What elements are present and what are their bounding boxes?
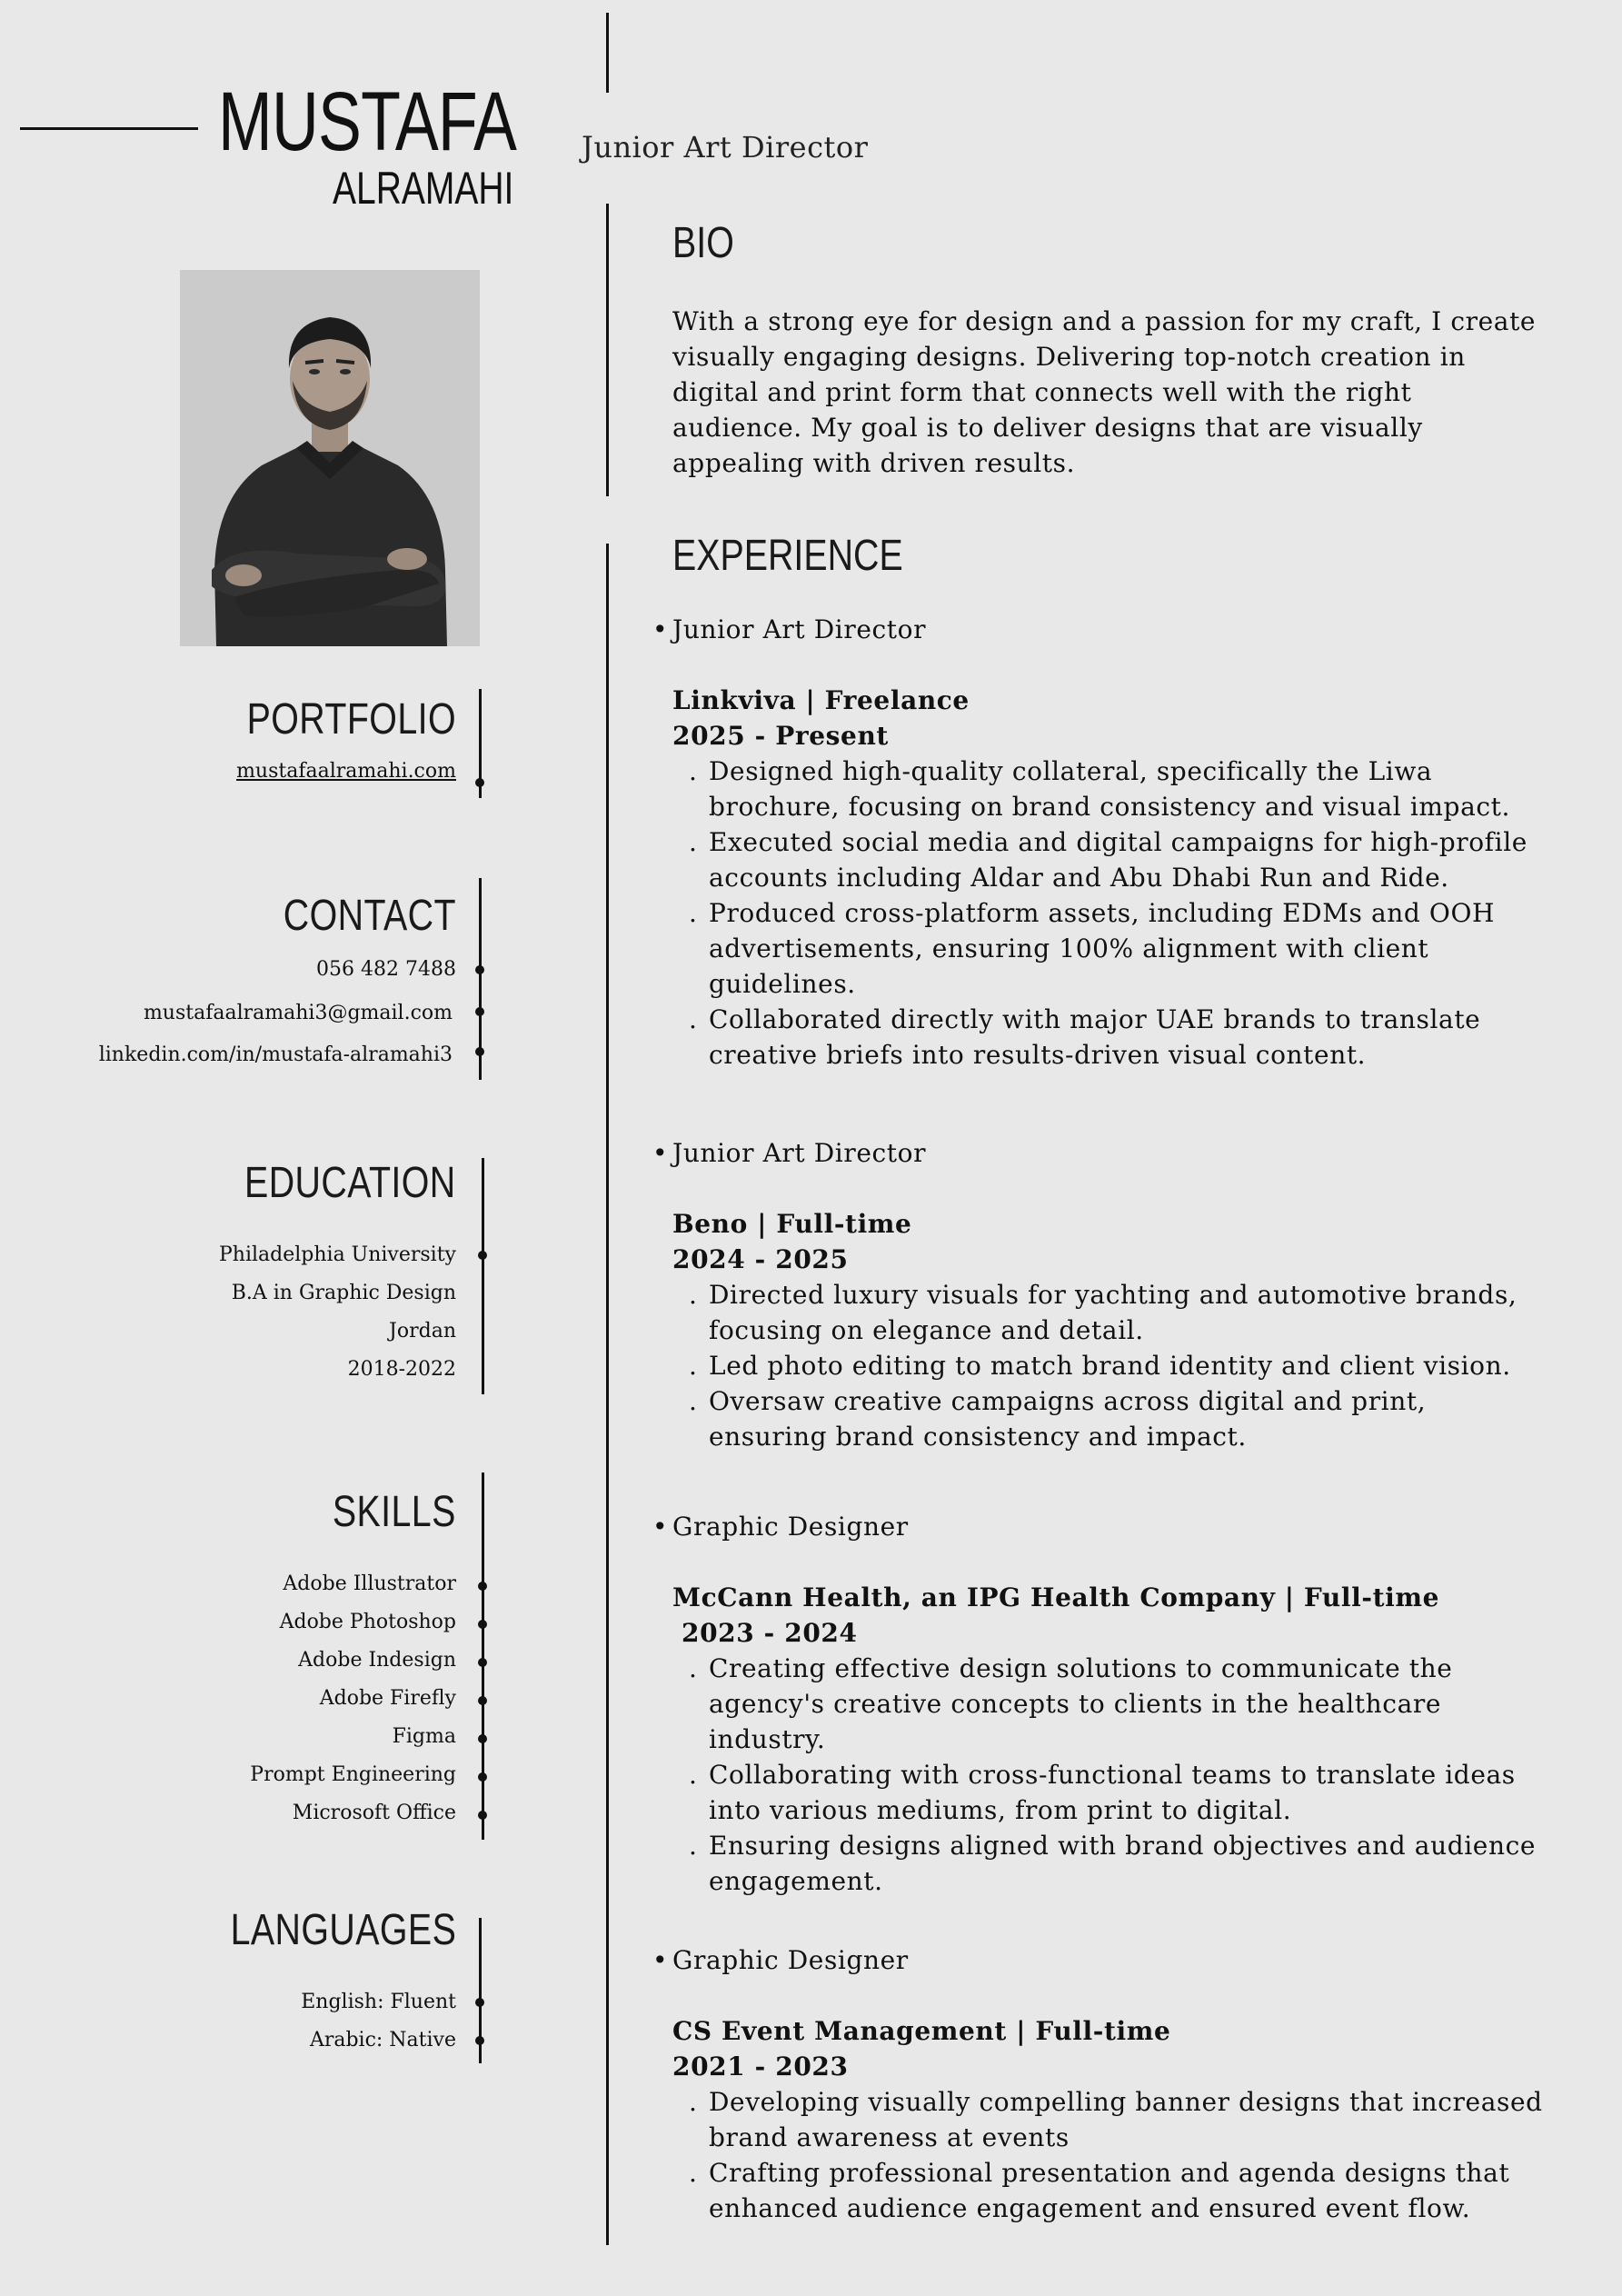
timeline-dot <box>478 1734 487 1743</box>
job-entry <box>652 1135 1545 1454</box>
job-bullet: . Led photo editing to match brand identity and client vision. <box>689 1351 1511 1381</box>
skill-item: Microsoft Office <box>292 1802 456 1824</box>
job-role-text: Junior Art Director <box>672 614 927 644</box>
education-years: 2018-2022 <box>347 1358 456 1381</box>
divider-top <box>606 13 609 93</box>
timeline-dot <box>478 1251 487 1260</box>
timeline-dot <box>478 1620 487 1629</box>
timeline-dot <box>478 1811 487 1820</box>
job-role-text: Junior Art Director <box>672 1138 927 1168</box>
bullet-dot: • <box>652 1512 669 1542</box>
timeline-dot <box>478 1696 487 1705</box>
bullet-dot: • <box>652 1138 669 1168</box>
job-entry <box>652 1509 1545 1899</box>
experience-heading: EXPERIENCE <box>672 532 903 580</box>
job-bullet: . Designed high-quality collateral, specifically the Liwa brochure, focusing on brand consistency and visual impact. <box>689 756 1510 822</box>
timeline-dot <box>475 1998 484 2007</box>
skill-item: Adobe Firefly <box>319 1687 456 1710</box>
job-role-text: Graphic Designer <box>672 1945 909 1975</box>
job-role <box>652 612 1545 647</box>
contact-heading: CONTACT <box>283 892 456 940</box>
education-heading: EDUCATION <box>244 1159 456 1207</box>
job-bullets <box>672 2084 1545 2226</box>
job-bullets <box>672 754 1545 1073</box>
job-bullet: . Developing visually compelling banner designs that increased brand awareness at events <box>689 2087 1543 2152</box>
job-dates: 2021 - 2023 <box>672 2051 849 2081</box>
timeline-dot <box>475 2036 484 2045</box>
timeline-dot <box>475 778 484 787</box>
timeline-dot <box>478 1658 487 1667</box>
bio-heading: BIO <box>672 219 734 267</box>
language-item: English: Fluent <box>301 1991 456 2013</box>
education-degree: B.A in Graphic Design <box>231 1282 456 1304</box>
timeline-dot <box>475 1007 484 1016</box>
job-bullet: . Oversaw creative campaigns across digital and print, ensuring brand consistency and impact. <box>689 1386 1427 1452</box>
job-dates: 2025 - Present <box>672 721 889 751</box>
job-role <box>652 1942 1545 1978</box>
languages-heading: LANGUAGES <box>230 1906 456 1954</box>
education-country: Jordan <box>389 1320 456 1343</box>
job-role <box>652 1135 1545 1171</box>
skills-timeline <box>482 1472 484 1840</box>
bio-text: With a strong eye for design and a passion for my craft, I create visually engaging designs. Delivering top-notch creation in digital and print form that connects well with the right audience. My goal is to deliver designs that are visually appealing with driven results. <box>672 306 1537 478</box>
job-bullets <box>672 1651 1545 1899</box>
language-item: Arabic: Native <box>309 2029 456 2051</box>
job-entry <box>652 1942 1545 2226</box>
sidebar <box>0 0 456 2296</box>
bullet-dot: • <box>652 614 669 644</box>
job-dates: 2024 - 2025 <box>672 1244 849 1274</box>
job-title: Junior Art Director <box>582 130 869 165</box>
skill-item: Prompt Engineering <box>250 1763 456 1786</box>
skill-item: Adobe Photoshop <box>279 1611 456 1633</box>
job-company: Beno | Full-time <box>672 1209 912 1239</box>
timeline-dot <box>478 1772 487 1782</box>
job-entry <box>652 612 1545 1073</box>
timeline-dot <box>475 965 484 974</box>
contact-phone: 056 482 7488 <box>316 958 456 981</box>
job-bullet: . Directed luxury visuals for yachting and automotive brands, focusing on elegance and detail. <box>689 1280 1518 1345</box>
job-bullet: . Creating effective design solutions to communicate the agency's creative concepts to clients in the healthcare industry. <box>689 1653 1453 1754</box>
education-university: Philadelphia University <box>218 1243 456 1266</box>
job-dates: 2023 - 2024 <box>682 1618 858 1648</box>
job-role-text: Graphic Designer <box>672 1512 909 1542</box>
contact-email[interactable]: mustafaalramahi3@gmail.com <box>143 1002 453 1024</box>
job-bullet: . Executed social media and digital campaigns for high-profile accounts including Aldar and Abu Dhabi Run and Ride. <box>689 827 1527 893</box>
timeline-dot <box>475 1047 484 1056</box>
skills-heading: SKILLS <box>333 1488 456 1536</box>
job-bullets <box>672 1277 1545 1454</box>
portfolio-link[interactable]: mustafaalramahi.com <box>236 760 456 783</box>
first-name: MUSTAFA <box>218 75 517 168</box>
job-bullet: . Produced cross-platform assets, including EDMs and OOH advertisements, ensuring 100% alignment with client guidelines. <box>689 898 1496 999</box>
job-bullet: . Collaborated directly with major UAE brands to translate creative briefs into results-driven visual content. <box>689 1004 1481 1070</box>
last-name: ALRAMAHI <box>333 163 514 214</box>
timeline-dot <box>478 1582 487 1591</box>
job-role <box>652 1509 1545 1544</box>
job-company: McCann Health, an IPG Health Company | Full-time <box>672 1582 1439 1612</box>
portfolio-heading: PORTFOLIO <box>246 695 456 744</box>
skill-item: Adobe Illustrator <box>283 1572 456 1595</box>
divider-experience <box>606 544 609 2245</box>
job-company: CS Event Management | Full-time <box>672 2016 1171 2046</box>
skill-item: Figma <box>392 1725 456 1748</box>
bullet-dot: • <box>652 1945 669 1975</box>
job-bullet: . Ensuring designs aligned with brand objectives and audience engagement. <box>689 1831 1537 1896</box>
contact-linkedin[interactable]: linkedin.com/in/mustafa-alramahi3 <box>98 1043 453 1066</box>
divider-bio <box>606 204 609 496</box>
job-bullet: . Collaborating with cross-functional teams to translate ideas into various mediums, from print to digital. <box>689 1760 1516 1825</box>
skill-item: Adobe Indesign <box>298 1649 456 1672</box>
job-bullet: . Crafting professional presentation and agenda designs that enhanced audience engagement and ensured event flow. <box>689 2158 1510 2223</box>
education-timeline <box>482 1158 484 1394</box>
job-company: Linkviva | Freelance <box>672 685 970 715</box>
